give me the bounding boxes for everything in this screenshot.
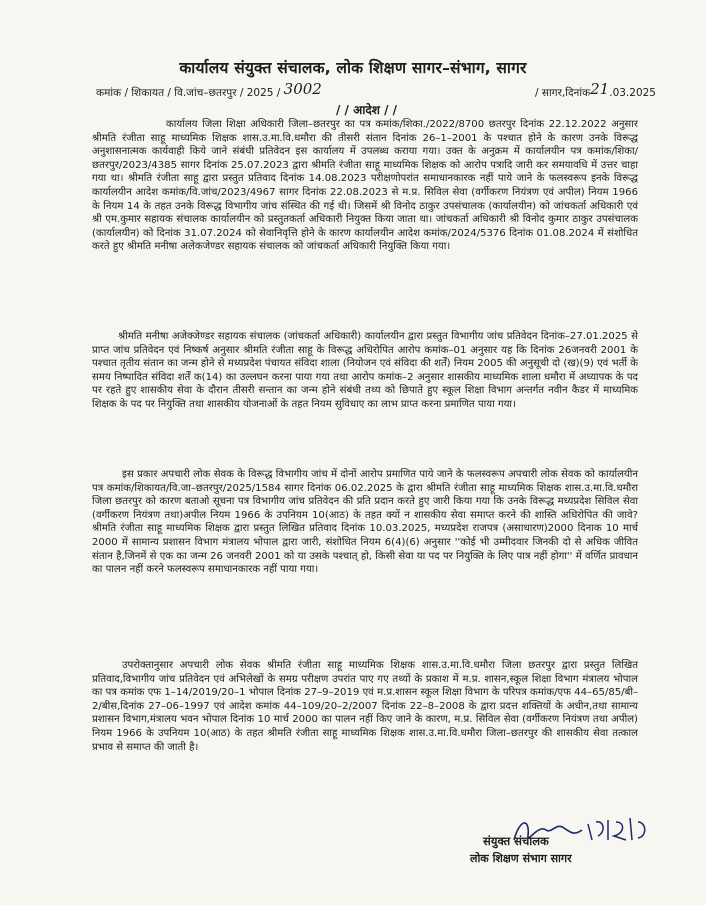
reference-line [96,82,656,100]
signatory-office: लोक शिक्षण संभाग सागर [470,852,572,865]
handwritten-date-day: 21 [590,80,610,98]
office-title: कार्यालय संयुक्त संचालक, लोक शिक्षण सागर–संभाग, सागर [179,59,527,77]
paragraph-4: उपरोक्तानुसार अपचारी लोक सेवक श्रीमति रंजीता साहू माध्यमिक शिक्षक शास.उ.मा.वि.धमौरा जिला छतरपुर द्वारा प्रस्तुत लिखित प्रतिवाद,विभागीय जांच प्रतिवेदन एवं अभिलेखों के समग्र परीक्षण उपरांत पाए गए तथ्यों के प्रकाश में म.प्र. शासन,स्कूल शिक्षा विभाग मंत्रालय भोपाल का पत्र कमांक एफ 1–14/2019/20–1 भोपाल दिनांक 27–9–2019 एवं म.प्र.शासन स्कूल शिक्षा विभाग के परिपत्र कमांक/एफ 44–65/85/बी–2/बीस,दिनांक 27–06–1997 एवं आदेश कमांक 44–109/20–2/2007 दिनांक 22–8–2008 के द्वारा प्रदत्त शक्तियों के अधीन,तथा सामान्य प्रशासन विभाग,मंत्रालय भवन भोपाल दिनांक 10 मार्च 2000 का पालन नहीं किए जाने के कारण, म.प्र. सिविल सेवा (वर्गीकरण नियंत्रण तथा अपील) नियम 1966 के उपनियम 10(आठ) के तहत श्रीमति रंजीता साहू माध्यमिक शिक्षक शास.उ.मा.वि.धमौरा जिला–छतरपुर की शासकीय सेवा तत्काल प्रभाव से समाप्त की जाती है। [92,660,638,753]
date-prefix: / सागर,दिनांक [534,87,591,99]
date-suffix: .03.2025 [609,87,656,99]
paragraph-3: इस प्रकार अपचारी लोक सेवक के विरूद्ध विभागीय जांच में दोनों आरोप प्रमाणित पाये जाने के फलस्वरूप अपचारी लोक सेवक को कार्यालयीन पत्र कमांक/शिकायत/वि.जा–छतरपुर/2025/1584 सागर दिनांक 06.02.2025 के द्वारा श्रीमति रंजीता साहू माध्यमिक शिक्षक शास.उ.मा.वि.धमौरा जिला छतरपुर को कारण बताओ सूचना पत्र विभागीय जांच प्रतिवेदन की प्रति प्रदान करते हुए जारी किया गया कि उनके विरूद्ध मध्यप्रदेश सिविल सेवा (वर्गीकरण नियंत्रण तथा)अपील नियम 1966 के उपनियम 10(आठ) के तहत क्यों न शासकीय सेवा समाप्त करने की शास्ति अधिरोपित की जावे? श्रीमति रंजीता साहू माध्यमिक शिक्षक द्वारा प्रस्तुत लिखित प्रतिवाद दिनांक 10.03.2025, मध्यप्रदेश राजपत्र (असाधारण)2000 दिनाक 10 मार्च 2000 में सामान्य प्रशासन विभाग मंत्रालय भोपाल द्वारा जारी, संशोधित नियम 6(4)(6) अनुसार ''कोई भी उम्मीदवार जिनकी दो से अधिक जीवित संतान है,जिनमें से एक का जन्म 26 जनवरी 2001 को या उसके पश्चात् हो, किसी सेवा या पद पर नियुक्ति के लिए पात्र नहीं होगा'' में वर्णित प्रावधान का पालन नहीं करने फलस्वरूप समाधानकारक नहीं पाया गया। [92,469,638,576]
handwritten-ref-number: 3002 [283,80,322,98]
reference-number [96,82,322,100]
order-date [535,82,656,100]
paragraph-1: कार्यालय जिला शिक्षा अधिकारी जिला–छतरपुर का पत्र कमांक/शिका./2022/8700 छतरपुर दिनांक 22.12.2022 अनुसार श्रीमति रंजीता साहू माध्यमिक शिक्षक शास.उ.मा.वि.धमौरा की तीसरी संतान दिनांक 26–1–2001 के पश्चात होने के कारण उनके विरूद्ध अनुशासनात्मक कार्यवाही किये जाने संबंधी प्रतिवेदन इस कार्यालय में उपलब्ध कराया गया। उक्त के अनुक्रम में कार्यालयीन पत्र कमांक/शिका/छतरपुर/2023/4385 सागर दिनांक 25.07.2023 द्वारा श्रीमति रंजीता साहू माध्यमिक शिक्षक को आरोप पत्रादि जारी कर समयावधि में उत्तर चाहा गया था। श्रीमति रंजीता साहू द्वारा प्रस्तुत प्रतिवाद दिनांक 14.08.2023 परीक्षणोपरांत समाधानकारक नहीं पाये जाने के फलस्वरूप इनके विरूद्ध कार्यालयीन आदेश कमांक/वि.जांच/2023/4967 सागर दिनांक 22.08.2023 से म.प्र. सिविल सेवा (वर्गीकरण नियंत्रण एवं अपील) नियम 1966 के नियम 14 के तहत उनके विरूद्ध विभागीय जांच संस्थित की गई थी। जिसमें श्री विनोद ठाकुर उपसंचालक (कार्यालयीन) को जांचकर्ता अधिकारी एवं श्री एम.कुमार सहायक संचालक कार्यालयीन को प्रस्तुतकर्ता अधिकारी नियुक्त किया जाता था। जांचकर्ता अधिकारी श्री विनोद कुमार ठाकुर उपसंचालक (कार्यालयीन) को दिनांक 31.07.2024 को सेवानिवृत्ति होने के कारण कार्यालयीन आदेश कमांक/2024/5376 दिनांक 01.08.2024 में संशोधित करते हुए श्रीमति मनीषा अलेकजेण्डर सहायक संचालक को जांचकर्ता अधिकारी नियुक्ति किया गया। [92,119,638,253]
paragraph-2: श्रीमति मनीषा अजेक्जेण्डर सहायक संचालक (जांचकर्ता अधिकारी) कार्यालयीन द्वारा प्रस्तुत विभागीय जांच प्रतिवेदन दिनांक–27.01.2025 से प्राप्त जांच प्रतिवेदन एवं निष्कर्ष अनुसार श्रीमति रंजीता साहू के विरूद्ध अधिरोपित आरोप कमांक–01 अनुसार यह कि दिनांक 26जनवरी 2001 के पश्चात तृतीय संतान का जन्म होने से मध्यप्रदेश पंचायत संविदा शाला (नियोजन एवं संविदा की शर्तें) नियम 2005 की अनुसूची दो (ख)(9) एवं भर्ती के समय निष्पादित संविदा शर्तें क(14) का उल्लघन करना पाया गया तथा आरोप कमांक–2 अनुसार शासकीय माध्यमिक शाला धमौरा में अध्यापक के पद पर रहते हुए शासकीय सेवा के दौरान तीसरी सन्तान का जन्म होने संबंधी तथ्य को छिपाते हुए स्कूल शिक्षा विभाग अन्तर्गत नवीन कैडर में माध्यमिक शिक्षक के पद पर नियुक्ति तथा शासकीय योजनाओं के तहत नियम सुविधाए का लाभ प्राप्त करना प्रमाणित पाया गया। [92,331,638,410]
signatory-title: संयुक्त संचालक [483,834,549,848]
order-heading: / / आदेश / / [336,103,398,117]
reference-prefix: कमांक / शिकायत / वि.जांच–छतरपुर / 2025 / [96,87,281,99]
